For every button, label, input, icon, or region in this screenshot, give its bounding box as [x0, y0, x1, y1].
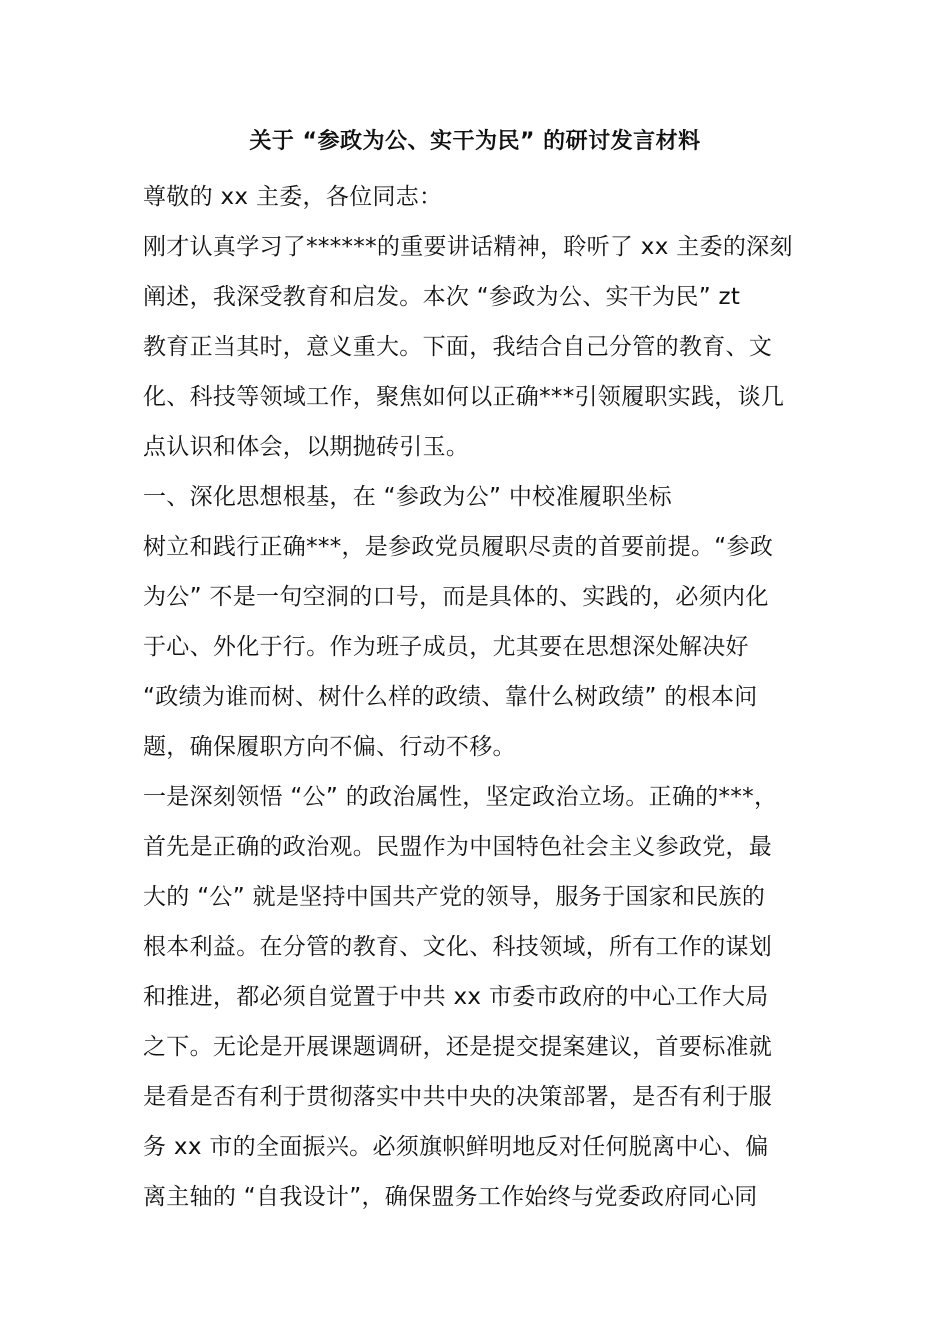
body-line: 务 xx 市的全面振兴。必须旗帜鲜明地反对任何脱离中心、偏: [143, 1134, 769, 1160]
document-body: [143, 172, 823, 1222]
document-title: 关于 “参政为公、实干为民” 的研讨发言材料: [249, 129, 701, 154]
body-line: 阐述，我深受教育和启发。本次 “参政为公、实干为民” zt: [143, 284, 741, 310]
body-line: 是看是否有利于贯彻落实中共中央的决策部署，是否有利于服: [143, 1084, 773, 1110]
body-line: 于心、外化于行。作为班子成员，尤其要在思想深处解决好: [143, 634, 749, 660]
body-line: 离主轴的 “自我设计”，确保盟务工作始终与党委政府同心同: [143, 1184, 758, 1210]
body-line: 为公” 不是一句空洞的口号，而是具体的、实践的，必须内化: [143, 584, 769, 610]
body-line: 点认识和体会，以期抛砖引玉。: [143, 434, 470, 460]
body-line: 化、科技等领域工作，聚焦如何以正确***引领履职实践，谈几: [143, 384, 785, 410]
body-line: 和推进，都必须自觉置于中共 xx 市委市政府的中心工作大局: [143, 984, 769, 1010]
body-line: 刚才认真学习了******的重要讲话精神，聆听了 xx 主委的深刻: [143, 234, 793, 260]
body-line: “政绩为谁而树、树什么样的政绩、靠什么树政绩” 的根本问: [143, 684, 758, 710]
body-line: 尊敬的 xx 主委，各位同志：: [143, 184, 443, 210]
body-line: 教育正当其时，意义重大。下面，我结合自己分管的教育、文: [143, 334, 773, 360]
section-heading: 一、深化思想根基，在 “参政为公” 中校准履职坐标: [143, 484, 672, 510]
body-line: 之下。无论是开展课题调研，还是提交提案建议，首要标准就: [143, 1034, 773, 1060]
body-line: 一是深刻领悟 “公” 的政治属性，坚定政治立场。正确的***，: [143, 784, 778, 810]
body-line: 根本利益。在分管的教育、文化、科技领域，所有工作的谋划: [143, 934, 773, 960]
body-line: 大的 “公” 就是坚持中国共产党的领导，服务于国家和民族的: [143, 884, 766, 910]
body-line: 首先是正确的政治观。民盟作为中国特色社会主义参政党，最: [143, 834, 773, 860]
body-line: 题，确保履职方向不偏、行动不移。: [143, 734, 516, 760]
body-line: 树立和践行正确***，是参政党员履职尽责的首要前提。“参政: [143, 534, 774, 560]
